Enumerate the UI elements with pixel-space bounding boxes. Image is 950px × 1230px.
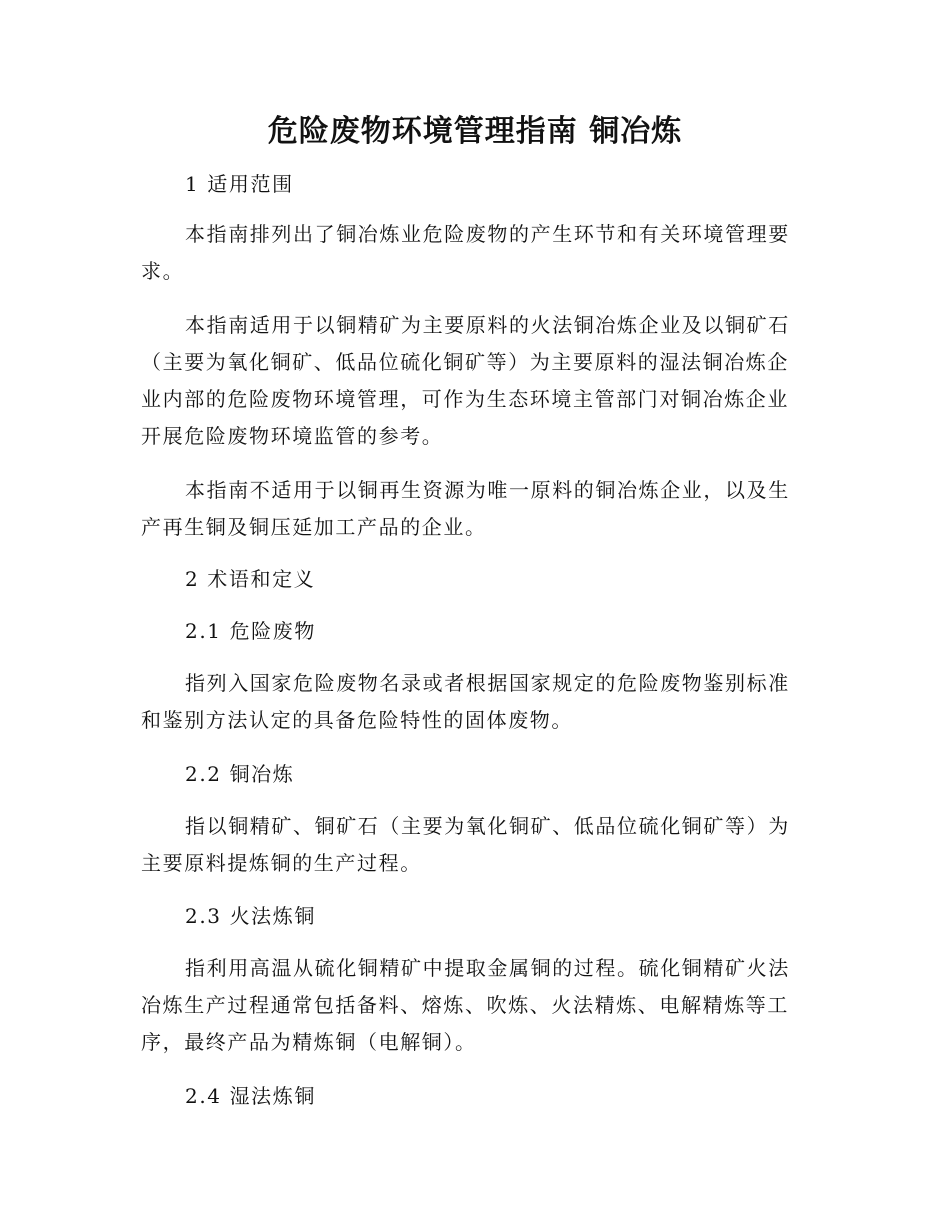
- paragraph-pyrometallurgy-definition: 指利用高温从硫化铜精矿中提取金属铜的过程。硫化铜精矿火法冶炼生产过程通常包括备料、熔炼、吹炼、火法精炼、电解精炼等工序，最终产品为精炼铜（电解铜）。: [141, 956, 790, 1054]
- subsection-heading-2-3: 2.3 火法炼铜: [185, 904, 316, 928]
- paragraph-applicability: 本指南适用于以铜精矿为主要原料的火法铜冶炼企业及以铜矿石（主要为氧化铜矿、低品位硫化铜矿等）为主要原料的湿法铜冶炼企业内部的危险废物环境管理，可作为生态环境主管部门对铜冶炼企业开展危险废物环境监管的参考。: [141, 313, 790, 448]
- paragraph-scope: 本指南排列出了铜冶炼业危险废物的产生环节和有关环境管理要求。: [141, 222, 790, 283]
- paragraph-exclusion: 本指南不适用于以铜再生资源为唯一原料的铜冶炼企业，以及生产再生铜及铜压延加工产品的企业。: [141, 478, 790, 539]
- subsection-heading-2-2: 2.2 铜冶炼: [185, 762, 295, 786]
- subsection-heading-2-1: 2.1 危险废物: [185, 619, 316, 643]
- paragraph-copper-smelting-definition: 指以铜精矿、铜矿石（主要为氧化铜矿、低品位硫化铜矿等）为主要原料提炼铜的生产过程。: [141, 814, 790, 875]
- page-title: 危险废物环境管理指南 铜冶炼: [267, 114, 683, 149]
- paragraph-hazardous-waste-definition: 指列入国家危险废物名录或者根据国家规定的危险废物鉴别标准和鉴别方法认定的具备危险特性的固体废物。: [141, 671, 790, 732]
- section-heading-2: 2 术语和定义: [185, 567, 316, 591]
- subsection-heading-2-4: 2.4 湿法炼铜: [185, 1084, 316, 1108]
- section-heading-1: 1 适用范围: [185, 172, 294, 196]
